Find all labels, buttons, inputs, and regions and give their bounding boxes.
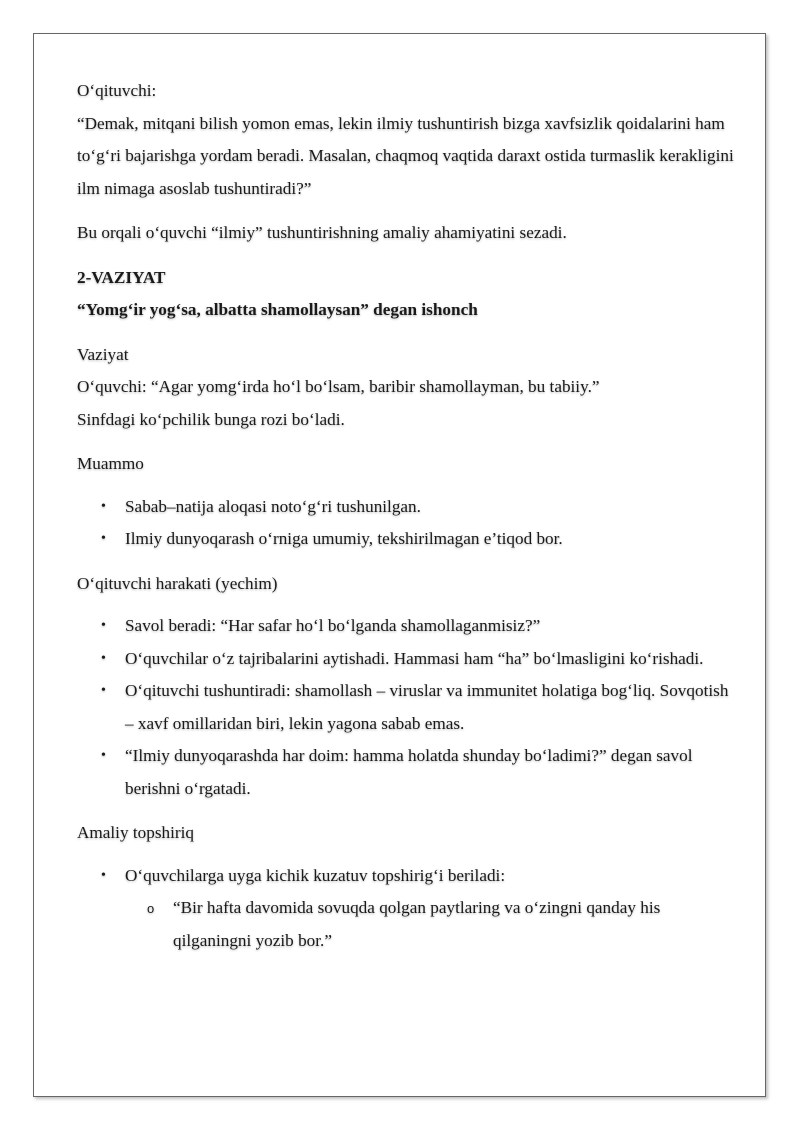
list-item: • “Ilmiy dunyoqarashda har doim: hamma holatda shunday bo‘ladimi?” degan savol berishni o‘rgatadi. <box>125 740 737 805</box>
action-heading: O‘qituvchi harakati (yechim) <box>77 573 278 593</box>
teacher-quote: “Demak, mitqani bilish yomon emas, lekin ilmiy tushuntirish bizga xavfsizlik qoidalarini ham to‘g‘ri bajarishga yordam beradi. Masalan, chaqmoq vaqtida daraxt ostida turmaslik kerakligini ilm nimaga asoslab tushuntiradi?” <box>77 113 734 198</box>
document-page <box>33 33 766 1097</box>
list-item: • O‘qituvchi tushuntiradi: shamollash – viruslar va immunitet holatiga bog‘liq. Sovqotish – xavf omillaridan biri, lekin yagona sabab emas. <box>125 675 737 740</box>
list-item: • Savol beradi: “Har safar ho‘l bo‘lganda shamollaganmisiz?” <box>125 610 737 643</box>
task-sublist <box>125 892 737 957</box>
list-item: • Ilmiy dunyoqarash o‘rniga umumiy, tekshirilmagan e’tiqod bor. <box>125 523 737 556</box>
list-item <box>125 860 737 958</box>
situation-heading: Vaziyat <box>77 344 129 364</box>
situation-line: O‘quvchi: “Agar yomg‘irda ho‘l bo‘lsam, baribir shamollayman, bu tabiiy.” <box>77 377 600 396</box>
situation-line: Sinfdagi ko‘pchilik bunga rozi bo‘ladi. <box>77 409 345 429</box>
problem-list <box>77 491 737 556</box>
task-heading: Amaliy topshiriq <box>77 823 194 842</box>
list-item: • O‘quvchilar o‘z tajribalarini aytishadi. Hammasi ham “ha” bo‘lmasligini ko‘rishadi. <box>125 643 737 676</box>
problem-heading: Muammo <box>77 454 144 473</box>
list-item: • Sabab–natija aloqasi noto‘g‘ri tushunilgan. <box>125 491 737 524</box>
speaker-label: O‘qituvchi: <box>77 81 157 100</box>
sub-list-item: o “Bir hafta davomida sovuqda qolgan paytlaring va o‘zingni qanday his qilganingni yozib bor.” <box>173 892 737 957</box>
section-title: 2-VAZIYAT <box>77 267 166 287</box>
conclusion-paragraph: Bu orqali o‘quvchi “ilmiy” tushuntirishning amaliy ahamiyatini sezadi. <box>77 223 567 242</box>
task-item-text: O‘quvchilarga uyga kichik kuzatuv topshirig‘i beriladi: <box>125 865 506 885</box>
action-list <box>77 610 737 805</box>
section-subtitle: “Yomg‘ir yog‘sa, albatta shamollaysan” degan ishonch <box>77 300 478 319</box>
task-list <box>77 860 737 958</box>
page-content <box>77 75 737 969</box>
